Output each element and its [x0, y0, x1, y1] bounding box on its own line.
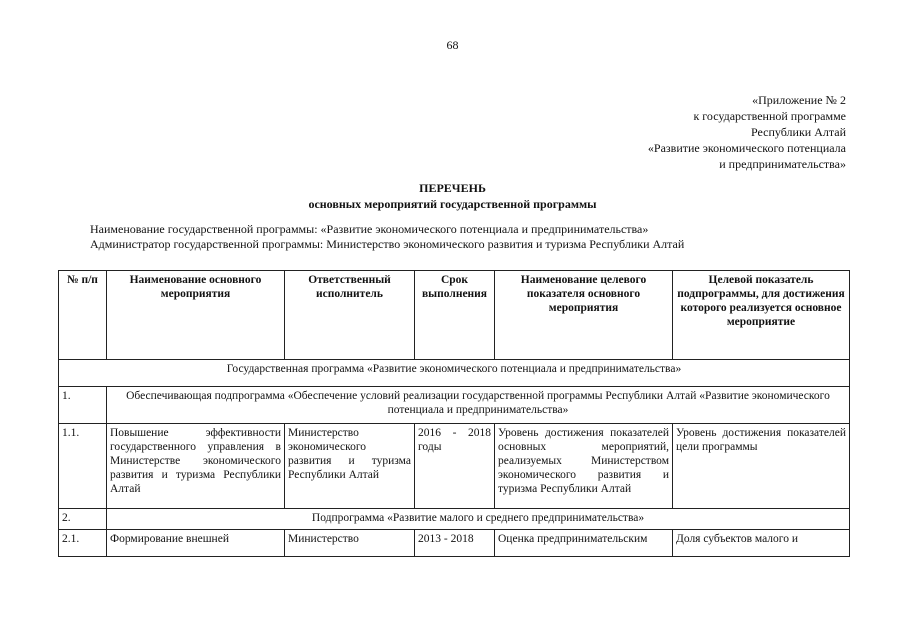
document-heading — [0, 180, 905, 212]
row-number: 2. — [59, 509, 107, 530]
table-row — [59, 530, 850, 557]
table-row — [59, 360, 850, 387]
page-number: 68 — [446, 38, 459, 52]
appendix-line: Республики Алтай — [751, 125, 846, 139]
column-header: Наименование основного мероприятия — [107, 271, 285, 360]
term-cell: 2013 - 2018 — [415, 530, 495, 557]
appendix-block — [586, 92, 846, 172]
term-cell: 2016 - 2018 годы — [415, 424, 495, 509]
table-row — [59, 387, 850, 424]
subprogram-title-cell: Обеспечивающая подпрограмма «Обеспечение условий реализации государственной программы Республики Алтай «Развитие экономического потенциала и предпринимательства» — [107, 387, 850, 424]
row-number: 1.1. — [59, 424, 107, 509]
column-header: Наименование целевого показателя основного мероприятия — [495, 271, 673, 360]
measure-cell: Повышение эффективности государственного управления в Министерстве экономического развития и туризма Республики Алтай — [107, 424, 285, 509]
program-meta — [90, 222, 684, 252]
column-header: Срок выполнения — [415, 271, 495, 360]
measures-table — [58, 270, 850, 557]
appendix-line: «Развитие экономического потенциала — [647, 141, 846, 155]
column-header: Целевой показатель подпрограммы, для достижения которого реализуется основное мероприятие — [673, 271, 850, 360]
table-row — [59, 424, 850, 509]
indicator-cell: Уровень достижения показателей основных мероприятий, реализуемых Министерством экономического развития и туризма Республики Алтай — [495, 424, 673, 509]
indicator-cell: Оценка предпринимательским — [495, 530, 673, 557]
appendix-line: и предпринимательства» — [719, 157, 846, 171]
program-administrator: Администратор государственной программы: Министерство экономического развития и туризма Республики Алтай — [90, 237, 685, 251]
appendix-line: «Приложение № 2 — [752, 93, 846, 107]
appendix-line: к государственной программе — [693, 109, 846, 123]
column-header: № п/п — [59, 271, 107, 360]
measure-cell: Формирование внешней — [107, 530, 285, 557]
subprogram-title-cell: Подпрограмма «Развитие малого и среднего предпринимательства» — [107, 509, 850, 530]
table-row — [59, 509, 850, 530]
row-number: 1. — [59, 387, 107, 424]
table-header-row — [59, 271, 850, 360]
program-name: Наименование государственной программы: «Развитие экономического потенциала и предпринимательства» — [90, 222, 649, 236]
row-number: 2.1. — [59, 530, 107, 557]
heading-title: ПЕРЕЧЕНЬ — [419, 181, 486, 195]
column-header: Ответственный исполнитель — [285, 271, 415, 360]
heading-subtitle: основных мероприятий государственной программы — [308, 197, 597, 211]
target-cell: Доля субъектов малого и — [673, 530, 850, 557]
executor-cell: Министерство экономического развития и туризма Республики Алтай — [285, 424, 415, 509]
target-cell: Уровень достижения показателей цели программы — [673, 424, 850, 509]
program-title-cell: Государственная программа «Развитие экономического потенциала и предпринимательства» — [59, 360, 850, 387]
executor-cell: Министерство — [285, 530, 415, 557]
